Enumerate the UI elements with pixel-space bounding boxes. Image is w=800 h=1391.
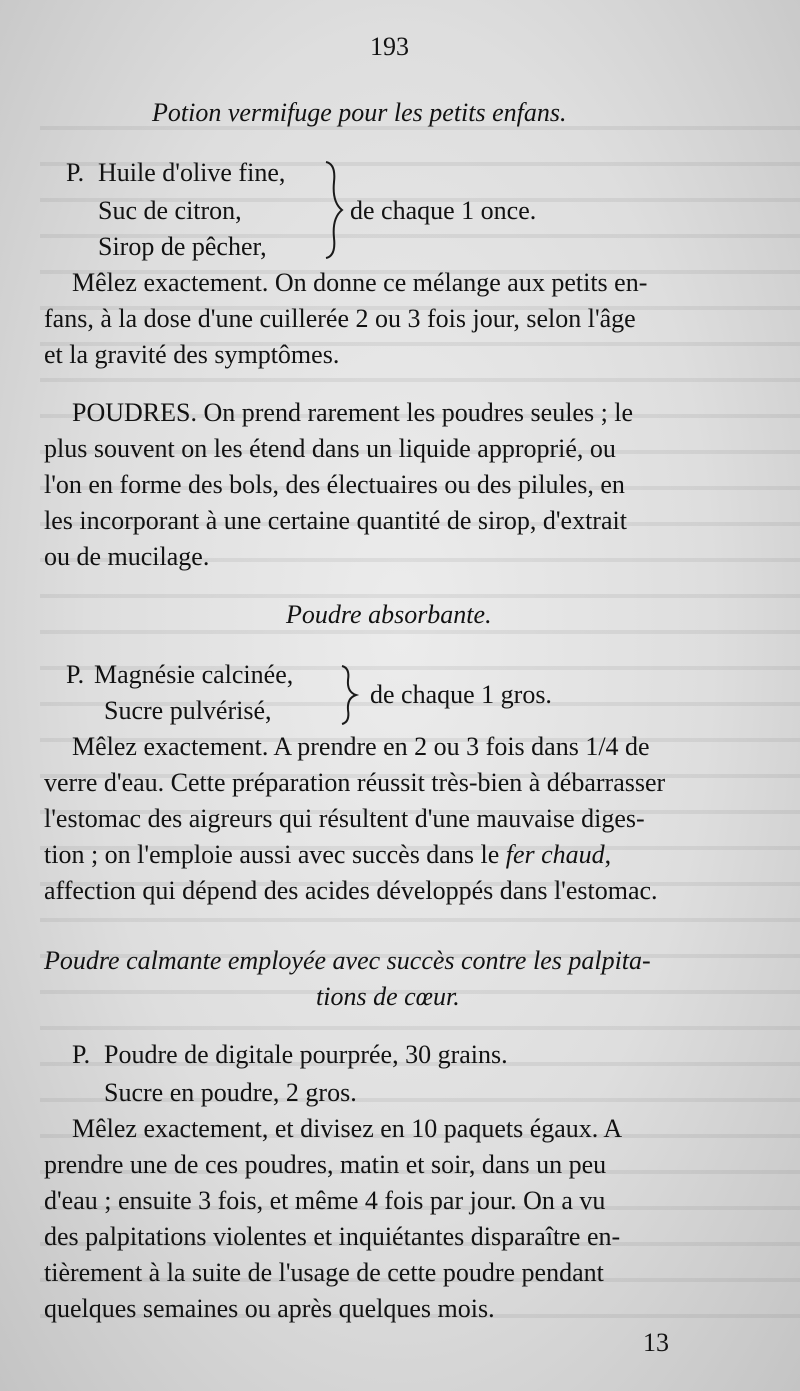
paragraph-line: l'estomac des aigreurs qui résultent d'une mauvaise diges- <box>44 804 645 833</box>
paragraph-line: et la gravité des symptômes. <box>44 340 340 369</box>
section-title-absorbante: Poudre absorbante. <box>286 600 492 629</box>
punctuation: , <box>604 840 612 869</box>
prescription-item: Suc de citron, <box>98 196 242 225</box>
paragraph-line: affection qui dépend des acides développés dans l'estomac. <box>44 876 658 905</box>
paragraph-line: les incorporant à une certaine quantité de sirop, d'extrait <box>44 506 627 535</box>
prescription-prefix: P. <box>66 158 85 187</box>
paragraph-line: tièrement à la suite de l'usage de cette poudre pendant <box>44 1258 604 1287</box>
paragraph-line: Mêlez exactement. A prendre en 2 ou 3 fois dans 1/4 de <box>72 732 650 761</box>
prescription-dose: de chaque 1 gros. <box>370 680 552 709</box>
prescription-prefix: P. <box>72 1040 91 1069</box>
prescription-item: Sucre pulvérisé, <box>104 696 272 725</box>
paragraph-line: Mêlez exactement. On donne ce mélange aux petits en- <box>72 268 648 297</box>
italic-term: fer chaud <box>505 840 605 869</box>
paragraph-line: quelques semaines ou après quelques mois. <box>44 1294 495 1323</box>
section-title-potion: Potion vermifuge pour les petits enfans. <box>152 98 567 127</box>
paragraph-line: d'eau ; ensuite 3 fois, et même 4 fois par jour. On a vu <box>44 1186 606 1215</box>
paragraph-line: ou de mucilage. <box>44 542 210 571</box>
section-title-calmante: Poudre calmante employée avec succès contre les palpita- <box>44 946 651 975</box>
paragraph-line: plus souvent on les étend dans un liquide approprié, ou <box>44 434 616 463</box>
paragraph-line: prendre une de ces poudres, matin et soir, dans un peu <box>44 1150 607 1179</box>
paragraph-line: POUDRES. On prend rarement les poudres seules ; le <box>72 398 634 427</box>
page-number: 193 <box>370 32 409 61</box>
curly-brace-icon <box>338 664 360 726</box>
prescription-prefix: P. <box>66 660 85 689</box>
section-title-calmante-cont: tions de cœur. <box>316 982 460 1011</box>
paragraph-line: fans, à la dose d'une cuillerée 2 ou 3 fois jour, selon l'âge <box>44 304 636 333</box>
prescription-item: Sirop de pêcher, <box>98 232 267 261</box>
curly-brace-icon <box>322 160 346 260</box>
prescription-dose: de chaque 1 once. <box>350 196 537 225</box>
paragraph-line <box>44 840 611 870</box>
paragraph-line: verre d'eau. Cette préparation réussit très-bien à débarrasser <box>44 768 666 797</box>
prescription-item: Huile d'olive fine, <box>98 158 286 187</box>
paragraph-line: Mêlez exactement, et divisez en 10 paquets égaux. A <box>72 1114 623 1143</box>
paragraph-line: l'on en forme des bols, des électuaires ou des pilules, en <box>44 470 625 499</box>
paragraph-line: des palpitations violentes et inquiétantes disparaître en- <box>44 1222 621 1251</box>
signature-mark: 13 <box>643 1328 669 1357</box>
paragraph-text: tion ; on l'emploie aussi avec succès dans le <box>44 840 500 869</box>
prescription-item: Magnésie calcinée, <box>94 660 294 689</box>
prescription-item: Poudre de digitale pourprée, 30 grains. <box>104 1040 508 1069</box>
prescription-item: Sucre en poudre, 2 gros. <box>104 1078 357 1107</box>
